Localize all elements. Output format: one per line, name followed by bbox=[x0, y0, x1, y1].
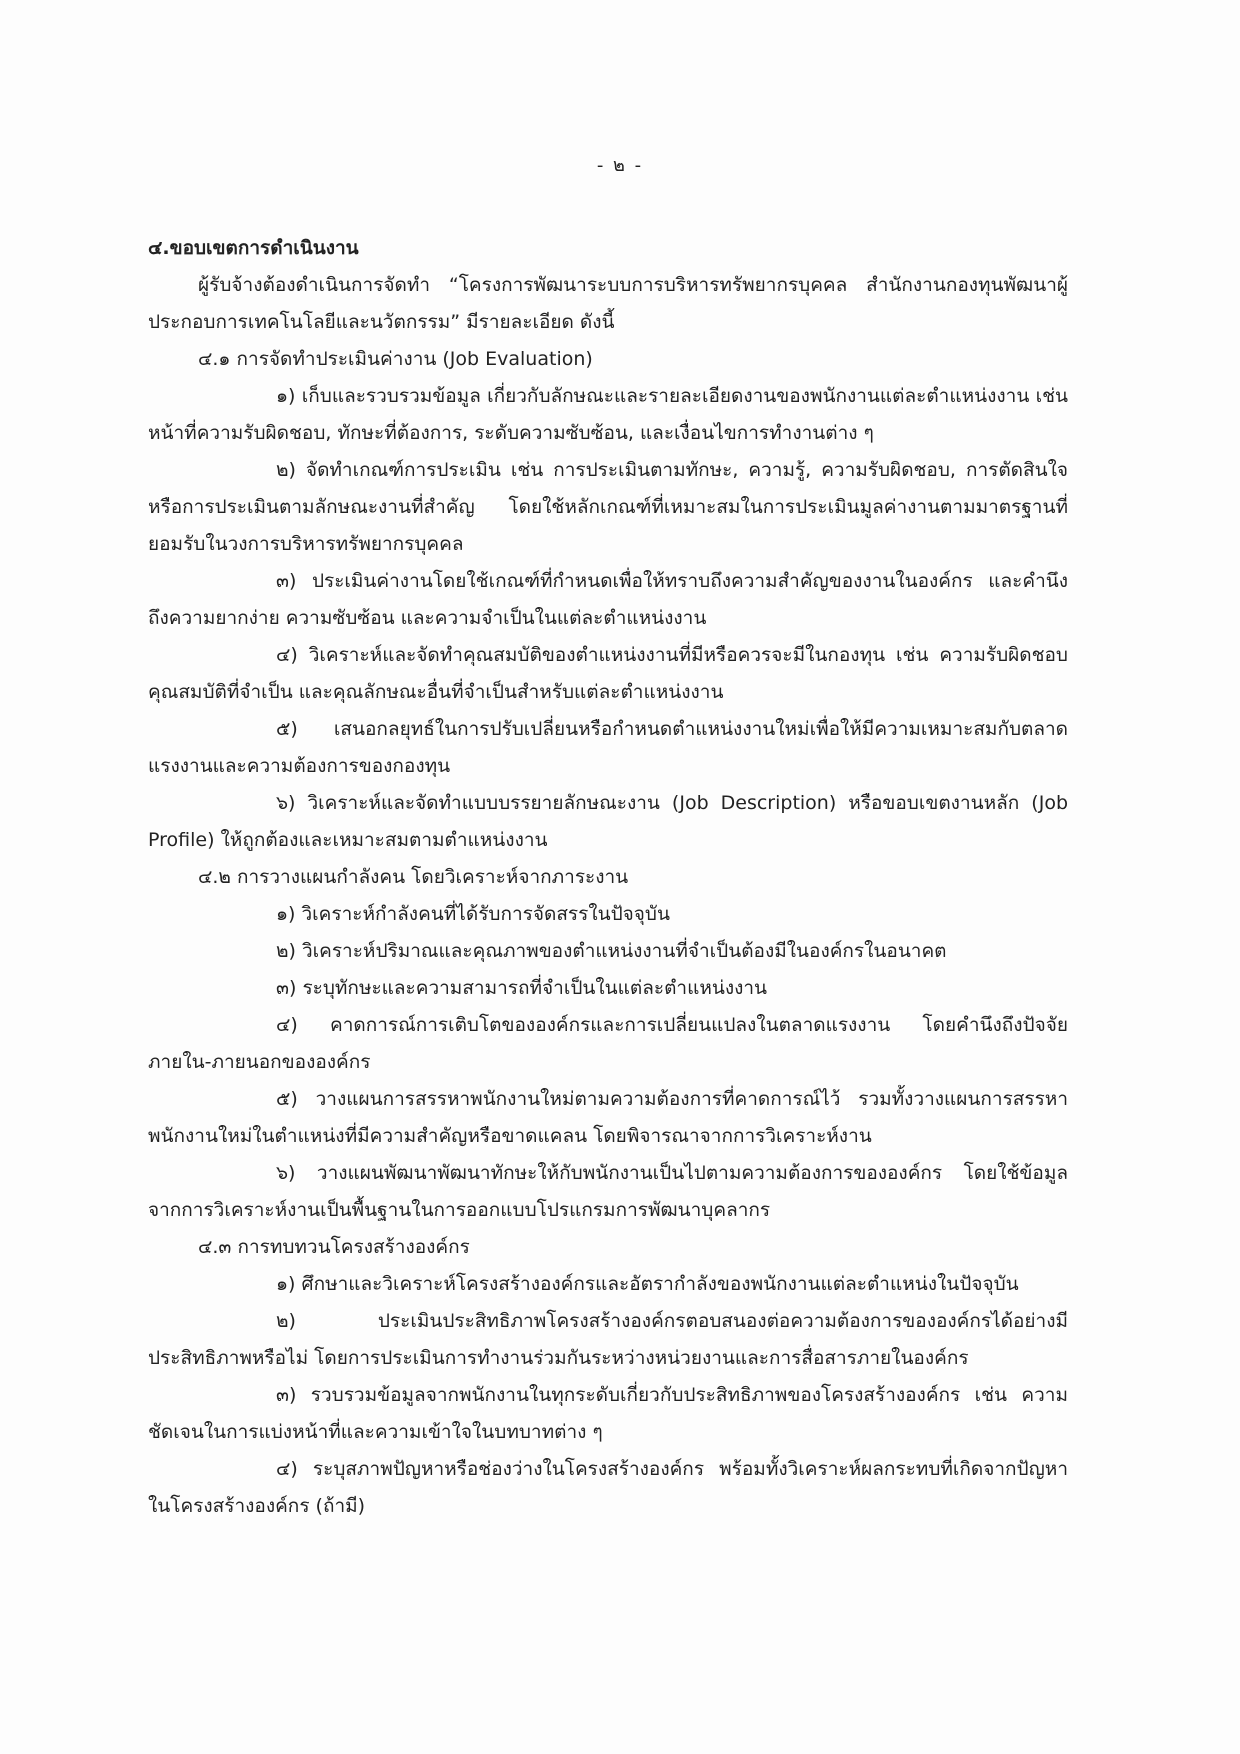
list-item: ๔) ระบุสภาพปัญหาหรือช่องว่างในโครงสร้างองค์กร พร้อมทั้งวิเคราะห์ผลกระทบที่เกิดจากปัญหาในโครงสร้างองค์กร (ถ้ามี) bbox=[148, 1458, 1068, 1517]
list-item: ๑) เก็บและรวบรวมข้อมูล เกี่ยวกับลักษณะและรายละเอียดงานของพนักงานแต่ละตำแหน่งงาน เช่น หน้าที่ความรับผิดชอบ, ทักษะที่ต้องการ, ระดับความซับซ้อน, และเงื่อนไขการทำงานต่าง ๆ bbox=[148, 385, 1068, 444]
section-title: ๔.ขอบเขตการดำเนินงาน bbox=[148, 237, 359, 259]
list-item: ๓) ระบุทักษะและความสามารถที่จำเป็นในแต่ละตำแหน่งงาน bbox=[276, 977, 768, 999]
list-item: ๔) คาดการณ์การเติบโตขององค์กรและการเปลี่ยนแปลงในตลาดแรงงาน โดยคำนึงถึงปัจจัยภายใน-ภายนอกขององค์กร bbox=[148, 1014, 1068, 1073]
list-item: ๒) จัดทำเกณฑ์การประเมิน เช่น การประเมินตามทักษะ, ความรู้, ความรับผิดชอบ, การตัดสินใจ หรือการประเมินตามลักษณะงานที่สำคัญ โดยใช้หลักเกณฑ์ที่เหมาะสมในการประเมินมูลค่างานตามมาตรฐานที่ยอมรับในวงการบริหารทรัพยากรบุคคล bbox=[148, 459, 1068, 555]
list-item: ๓) ประเมินค่างานโดยใช้เกณฑ์ที่กำหนดเพื่อให้ทราบถึงความสำคัญของงานในองค์กร และคำนึงถึงความยากง่าย ความซับซ้อน และความจำเป็นในแต่ละตำแหน่งงาน bbox=[148, 570, 1068, 629]
list-item: ๒) ประเมินประสิทธิภาพโครงสร้างองค์กรตอบสนองต่อความต้องการขององค์กรได้อย่างมีประสิทธิภาพหรือไม่ โดยการประเมินการทำงานร่วมกันระหว่างหน่วยงานและการสื่อสารภายในองค์กร bbox=[148, 1310, 1068, 1369]
list-item: ๑) ศึกษาและวิเคราะห์โครงสร้างองค์กรและอัตรากำลังของพนักงานแต่ละตำแหน่งในปัจจุบัน bbox=[276, 1273, 1019, 1295]
list-item: ๕) เสนอกลยุทธ์ในการปรับเปลี่ยนหรือกำหนดตำแหน่งงานใหม่เพื่อให้มีความเหมาะสมกับตลาดแรงงานและความต้องการของกองทุน bbox=[148, 718, 1068, 777]
list-item: ๒) วิเคราะห์ปริมาณและคุณภาพของตำแหน่งงานที่จำเป็นต้องมีในองค์กรในอนาคต bbox=[276, 940, 947, 962]
subsection-title: ๔.๑ การจัดทำประเมินค่างาน (Job Evaluation) bbox=[198, 348, 593, 370]
list-item: ๓) รวบรวมข้อมูลจากพนักงานในทุกระดับเกี่ยวกับประสิทธิภาพของโครงสร้างองค์กร เช่น ความชัดเจนในการแบ่งหน้าที่และความเข้าใจในบทบาทต่าง ๆ bbox=[148, 1384, 1068, 1443]
section-intro: ผู้รับจ้างต้องดำเนินการจัดทำ “โครงการพัฒนาระบบการบริหารทรัพยากรบุคคล สำนักงานกองทุนพัฒนาผู้ประกอบการเทคโนโลยีและนวัตกรรม” มีรายละเอียด ดังนี้ bbox=[148, 274, 1068, 333]
list-item: ๖) วิเคราะห์และจัดทำแบบบรรยายลักษณะงาน (Job Description) หรือขอบเขตงานหลัก (Job Profile) ให้ถูกต้องและเหมาะสมตามตำแหน่งงาน bbox=[148, 792, 1068, 851]
page-number: - ๒ - bbox=[596, 155, 644, 176]
document-body bbox=[148, 230, 1068, 1525]
subsection-title: ๔.๓ การทบทวนโครงสร้างองค์กร bbox=[198, 1236, 470, 1258]
list-item: ๖) วางแผนพัฒนาพัฒนาทักษะให้กับพนักงานเป็นไปตามความต้องการขององค์กร โดยใช้ข้อมูลจากการวิเคราะห์งานเป็นพื้นฐานในการออกแบบโปรแกรมการพัฒนาบุคลากร bbox=[148, 1162, 1068, 1221]
list-item: ๕) วางแผนการสรรหาพนักงานใหม่ตามความต้องการที่คาดการณ์ไว้ รวมทั้งวางแผนการสรรหาพนักงานใหม่ในตำแหน่งที่มีความสำคัญหรือขาดแคลน โดยพิจารณาจากการวิเคราะห์งาน bbox=[148, 1088, 1068, 1147]
subsection-title: ๔.๒ การวางแผนกำลังคน โดยวิเคราะห์จากภาระงาน bbox=[198, 866, 629, 888]
list-item: ๑) วิเคราะห์กำลังคนที่ได้รับการจัดสรรในปัจจุบัน bbox=[276, 903, 670, 925]
list-item: ๔) วิเคราะห์และจัดทำคุณสมบัติของตำแหน่งงานที่มีหรือควรจะมีในกองทุน เช่น ความรับผิดชอบ คุณสมบัติที่จำเป็น และคุณลักษณะอื่นที่จำเป็นสำหรับแต่ละตำแหน่งงาน bbox=[148, 644, 1068, 703]
